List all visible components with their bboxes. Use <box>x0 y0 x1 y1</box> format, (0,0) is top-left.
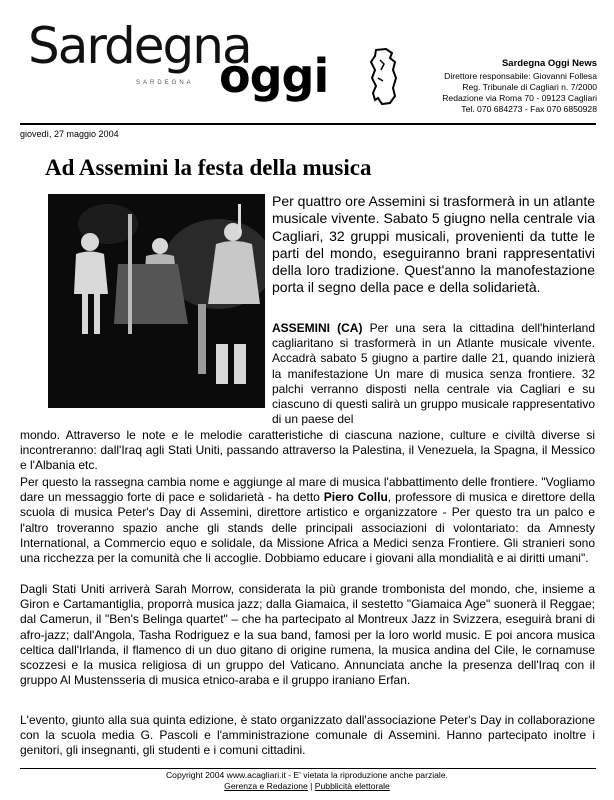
link-separator: | <box>310 781 313 791</box>
dateline: ASSEMINI (CA) <box>272 321 363 335</box>
address-line: Redazione via Roma 70 - 09123 Cagliari <box>442 93 597 103</box>
masthead-logo <box>28 17 368 103</box>
article-date: giovedì, 27 maggio 2004 <box>20 129 119 139</box>
paragraph-2-text-a: Per questo la rassegna cambia nome e aggiunge al mare di musica l'abbattimento delle frontiere. "Vogliamo dare un messaggio forte di pace e solidarietà - ha detto <box>20 475 595 505</box>
paragraph-1-start <box>272 321 595 427</box>
publisher-info <box>442 58 597 115</box>
logo-tagline: SARDEGNA <box>136 80 194 86</box>
paragraph-1-text-a: Per una sera la cittadina dell'hinterland cagliaritano si trasformerà in un Atlante musicale vivente. Accadrà sabato 5 giugno a partire dalle 21, quando inizierà la manifestazione Un mare di musica senza frontiere. 32 palchi verranno disposti nella centrale via Cagliari e su ciascuno di questi salirà un gruppo musicale rappresentativo di un paese del <box>272 321 596 427</box>
publisher-name: Sardegna Oggi News <box>501 58 597 69</box>
article-headline: Ad Assemini la festa della musica <box>45 155 372 180</box>
header-divider <box>20 123 596 125</box>
logo-word-sardegna: Sardegna <box>28 17 251 75</box>
paragraph-4-text: L'evento, giunto alla sua quinta edizione, è stato organizzato dall'associazione Peter's Day in collaborazione con la scuola media G. Pascoli e l'amministrazione comunale di Assemini. Hanno partecipato inoltre i genitori, gli insegnanti, gli studenti e i comuni cittadini. <box>20 713 595 758</box>
paragraph-1-continued <box>20 428 595 474</box>
copyright-notice: Copyright 2004 www.acagliari.it - E' vietata la riproduzione anche parziale. <box>165 770 449 780</box>
paragraph-3 <box>20 582 595 688</box>
phone-line: Tel. 070 684273 - Fax 070 6850928 <box>461 104 597 114</box>
paragraph-2-text-b: , professore di musica e direttore della scuola di musica Peter's Day di Assemini, direttore artistico e organizzatore - Per questo tra un palco e l'altro troveranno spazio anche gli stands delle principali associazioni di volontariato: da Amnesty International, a Commercio equo e solidale, da Missione Africa a Medici senza Frontiere. Gli stranieri sono una ricchezza per la comunità che li accoglie. Dobbiamo educare i giovani alla mondialità e ai diritti umani". <box>20 490 595 566</box>
paragraph-4 <box>20 713 595 759</box>
registration-line: Reg. Tribunale di Cagliari n. 7/2000 <box>462 82 597 92</box>
link-pubblicita-elettorale[interactable]: Pubblicità elettorale <box>314 781 390 791</box>
concert-photo <box>48 194 265 408</box>
sardinia-map-icon <box>368 48 398 106</box>
link-gerenza-redazione[interactable]: Gerenza e Redazione <box>224 781 308 791</box>
logo-word-oggi: oggi <box>219 49 329 103</box>
footer-links <box>0 781 614 792</box>
article-lead: Per quattro ore Assemini si trasformerà in un atlante musicale vivente. Sabato 5 giugno nella centrale via Cagliari, 32 gruppi musicali, provenienti da tutte le parti del mondo, eseguiranno brani rappresentativi della loro tradizione. Quest'anno la manofestazione porta il segno della pace e della solidarietà. <box>272 193 595 296</box>
footer <box>0 770 614 792</box>
quoted-person: Piero Collu <box>323 490 388 505</box>
director-line: Direttore responsabile: Giovanni Follesa <box>444 71 597 81</box>
footer-divider <box>20 768 596 769</box>
paragraph-2 <box>20 475 595 566</box>
paragraph-3-text: Dagli Stati Uniti arriverà Sarah Morrow, considerata la più grande trombonista del mondo, che, insieme a Giron e Cartamantiglia, proporrà musica jazz; dalla Giamaica, il sestetto "Giamaica Age" suonerà il Reggae; dal Camerun, il "Ben's Belinga quartet" – che ha partecipato al Montreux Jazz in Svizzera, eseguirà brani di afro-jazz; dall'Angola, Tasha Rodriguez e la sua band, famosi per la loro world music. E poi ancora musica celtica dall'Irlanda, il flamenco di un duo gitano di origine rumena, la musica andina del Cile, le cornamuse scozzesi e la musica religiosa di un gruppo del Vaticano. Annunciata anche la presenza dell'Iraq con il gruppo Al Mustensseria di musica etnico-araba e il gruppo iraniano Erfan. <box>20 582 595 688</box>
paragraph-1-text-b: mondo. Attraverso le note e le melodie caratteristiche di ciascuna nazione, culture e civiltà diverse si incontreranno: dall'Iraq agli Stati Uniti, passando attraverso la Palestina, il Venezuela, la Spagna, il Messico e l'Albania etc. <box>20 428 595 473</box>
